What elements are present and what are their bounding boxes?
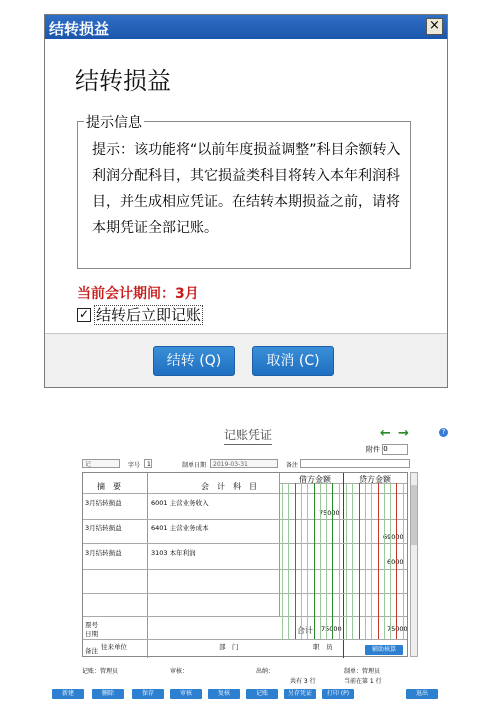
digit-line	[371, 483, 372, 639]
post-after-label[interactable]: 结转后立即记账	[96, 306, 202, 324]
row-2-credit[interactable]: 69000	[383, 533, 404, 541]
save-button[interactable]: 保存	[132, 689, 164, 699]
carry-forward-dialog	[44, 14, 448, 388]
aux-accounting-button[interactable]: 辅助核算	[365, 645, 403, 655]
digit-line	[307, 483, 308, 639]
row-3-summary[interactable]: 3月结转损益	[85, 549, 122, 557]
col-account: 会 计 科 目	[201, 482, 257, 491]
digit-line	[301, 483, 302, 639]
scrollbar-thumb[interactable]	[411, 485, 417, 545]
date-picker[interactable]: 2019-03-31	[210, 459, 278, 468]
digit-line	[378, 483, 379, 639]
current-row: 当前在第 1 行	[344, 678, 382, 685]
total-credit: 75000	[387, 625, 408, 633]
digit-line	[288, 483, 289, 639]
close-icon[interactable]: ×	[426, 18, 443, 35]
delete-button[interactable]: 删除	[92, 689, 124, 699]
voucher-window	[44, 420, 448, 725]
post-after-checkbox[interactable]: ✓	[78, 306, 90, 321]
memo-input[interactable]	[300, 459, 410, 468]
digit-line	[326, 483, 327, 639]
prev-arrow-icon[interactable]: ←	[380, 426, 391, 441]
total-debit: 75000	[321, 625, 342, 633]
reviewer: 审核：	[170, 668, 189, 675]
date-sub-label: 日期	[85, 630, 98, 638]
account-divider	[279, 473, 280, 616]
info-groupbox	[77, 115, 411, 269]
cancel-button[interactable]: 取消 (C)	[252, 346, 334, 376]
digit-line	[384, 483, 385, 639]
debit-credit-divider	[343, 473, 344, 658]
row-3-credit[interactable]: 6000	[387, 558, 404, 566]
row-2-summary[interactable]: 3月结转损益	[85, 524, 122, 532]
post-after-checkbox-row[interactable]	[77, 304, 202, 324]
new-button[interactable]: 新建	[52, 689, 84, 699]
dialog-heading: 结转损益	[75, 67, 171, 95]
attachment	[366, 444, 408, 455]
ticket-label: 票号	[85, 621, 98, 629]
digit-line	[320, 483, 321, 639]
exit-button[interactable]: 退出	[406, 689, 438, 699]
col-debit: 借方金额	[299, 475, 331, 484]
memo-label: 备注	[286, 462, 299, 469]
digit-line	[282, 483, 283, 639]
audit-button[interactable]: 审核	[170, 689, 202, 699]
digit-line	[295, 483, 296, 639]
digit-line	[352, 483, 353, 639]
remark-unit: 往来单位	[101, 643, 127, 651]
voucher-header-row	[82, 459, 412, 470]
dialog-body	[45, 39, 447, 333]
total-label: 合计	[297, 626, 313, 635]
staff-label: 职 员	[313, 643, 333, 651]
row-1-debit[interactable]: 75000	[319, 509, 340, 517]
info-legend: 提示信息	[84, 112, 144, 132]
number-label: 字号	[128, 462, 141, 469]
save-as-button[interactable]: 另存凭证	[284, 689, 316, 699]
digit-line	[339, 483, 340, 639]
col-summary: 摘 要	[97, 482, 121, 491]
remark-label: 备注	[85, 647, 98, 655]
digit-line	[332, 483, 333, 639]
voucher-type-select[interactable]: 记	[82, 459, 120, 468]
voucher-title: 记账凭证	[224, 426, 272, 445]
dialog-title-bar[interactable]	[45, 15, 447, 39]
grid-scrollbar[interactable]	[410, 472, 418, 657]
row-3-account[interactable]: 3103 本年利润	[151, 549, 196, 557]
digit-line	[365, 483, 366, 639]
attachment-label: 附件	[366, 445, 380, 454]
summary-divider	[147, 473, 148, 658]
print-button[interactable]: 打印 (P)	[322, 689, 354, 699]
review-button[interactable]: 复核	[208, 689, 240, 699]
voucher-toolbar	[44, 689, 448, 701]
cashier: 出纳：	[256, 668, 275, 675]
digit-line	[390, 483, 391, 639]
dept-label: 部 门	[219, 643, 239, 651]
next-arrow-icon[interactable]: →	[398, 426, 409, 441]
digit-line	[396, 483, 397, 639]
info-text: 提示：该功能将“以前年度损益调整”科目余额转入利润分配科目，其它损益类科目将转入本年利润科目，并生成相应凭证。在结转本期损益之前，请将本期凭证全部记账。	[92, 142, 401, 236]
bookkeeper: 记账：管理员	[82, 668, 119, 675]
attachment-input[interactable]: 0	[382, 444, 408, 455]
maker: 制单：管理员	[344, 668, 381, 675]
carry-forward-button[interactable]: 结转 (Q)	[153, 346, 235, 376]
row-1-account[interactable]: 6001 主营业务收入	[151, 499, 209, 507]
dialog-footer	[45, 333, 447, 387]
post-button[interactable]: 记账	[246, 689, 278, 699]
digit-line	[359, 483, 360, 639]
voucher-grid	[82, 472, 408, 657]
date-label: 制单日期	[182, 462, 207, 469]
row-count: 共有 3 行	[290, 678, 316, 685]
col-credit: 贷方金额	[359, 475, 391, 484]
current-period: 当前会计期间：3月	[77, 286, 199, 302]
digit-line	[403, 483, 404, 639]
digit-line	[346, 483, 347, 639]
number-input[interactable]: 1	[144, 459, 152, 468]
digit-line	[314, 483, 315, 639]
help-icon[interactable]: ?	[439, 428, 448, 437]
row-2-account[interactable]: 6401 主营业务成本	[151, 524, 209, 532]
dialog-window-title: 结转损益	[49, 20, 110, 38]
row-divider	[83, 639, 407, 640]
row-1-summary[interactable]: 3月结转损益	[85, 499, 122, 507]
